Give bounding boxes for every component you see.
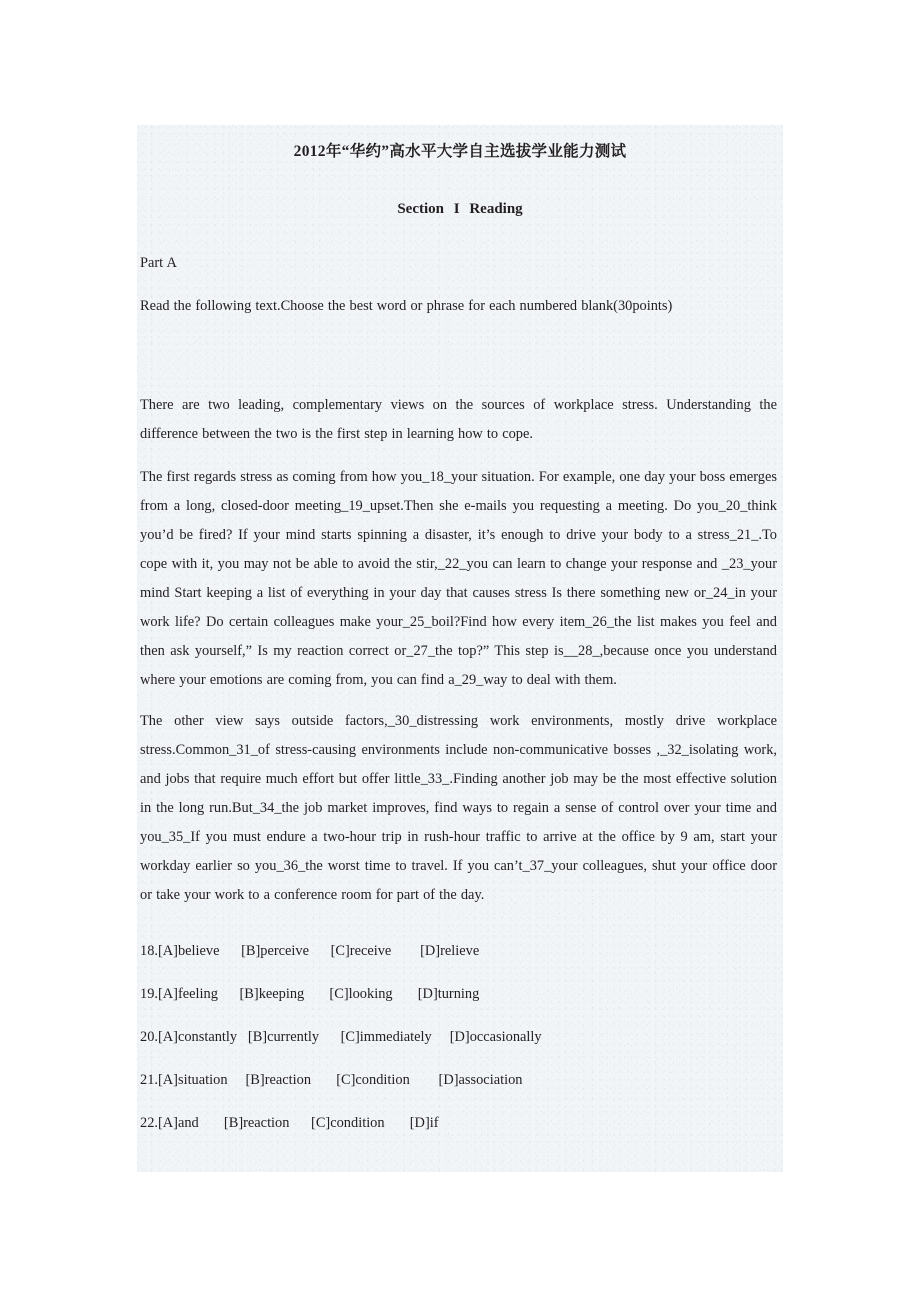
question-option-row: 18.[A]believe [B]perceive [C]receive [D]relieve — [140, 943, 480, 959]
part-label: Part A — [140, 255, 177, 271]
question-option-row: 20.[A]constantly [B]currently [C]immediately [D]occasionally — [140, 1029, 542, 1045]
paragraph-other-view: The other view says outside factors,_30_distressing work environments, mostly drive workplace stress.Common_31_of stress-causing environments include non-communicative bosses ,_32_isolating work, and jobs that require much effort but offer little_33_.Finding another job may be the most effective solution in the long run.But_34_the job market improves, find ways to regain a sense of control over your time and you_35_If you must endure a two-hour trip in rush-hour traffic to arrive at the office by 9 am, start your workday earlier so you_36_the worst time to travel. If you can’t_37_your colleagues, shut your office door or take your work to a conference room for part of the day. — [140, 713, 777, 903]
question-option-row: 19.[A]feeling [B]keeping [C]looking [D]turning — [140, 986, 480, 1002]
question-options-list — [137, 910, 783, 1145]
scanned-document-page — [137, 125, 783, 1172]
question-option-row: 21.[A]situation [B]reaction [C]condition [D]association — [140, 1072, 523, 1088]
section-heading: Section I Reading — [397, 201, 523, 217]
document-content — [137, 125, 783, 1145]
paragraph-intro: There are two leading, complementary views on the sources of workplace stress. Understanding the difference between the two is the first step in learning how to cope. — [140, 397, 777, 442]
page-title: 2012年“华约”高水平大学自主选拔学业能力测试 — [293, 143, 627, 160]
paragraph-first-view: The first regards stress as coming from how you_18_your situation. For example, one day your boss emerges from a long, closed-door meeting_19_upset.Then she e-mails you requesting a meeting. Do you_20_think you’d be fired? If your mind starts spinning a disaster, it’s enough to drive your body to a stress_21_.To cope with it, you may not be able to avoid the stir,_22_you can learn to change your response and _23_your mind Start keeping a list of everything in your day that causes stress Is there something new or_24_in your work life? Do certain colleagues make your_25_boil?Find how every item_26_the list makes you feel and then ask yourself,” Is my reaction correct or_27_the top?” This step is__28_,because once you understand where your emotions are coming from, you can find a_29_way to deal with them. — [140, 469, 777, 688]
question-option-row: 22.[A]and [B]reaction [C]condition [D]if — [140, 1115, 439, 1131]
instruction-text: Read the following text.Choose the best word or phrase for each numbered blank(30points) — [140, 298, 673, 314]
